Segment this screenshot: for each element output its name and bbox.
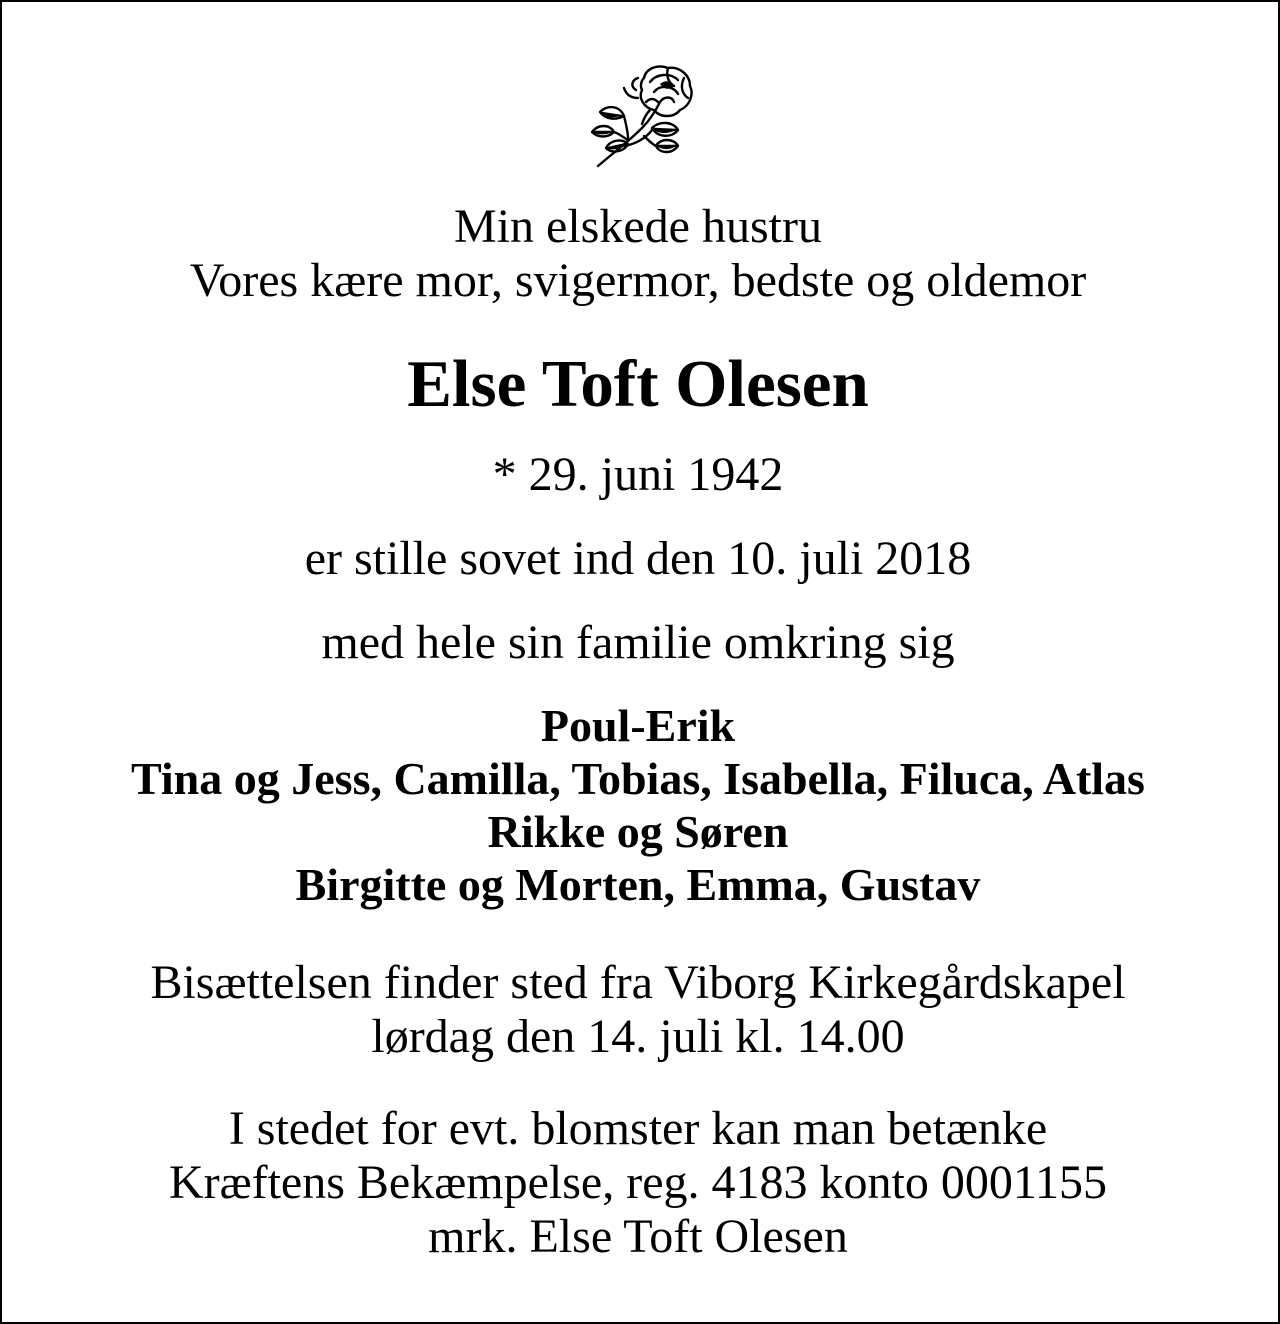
intro-line-1: Min elskede hustru (454, 200, 822, 253)
funeral-info (0, 956, 1276, 1064)
relative-line: Birgitte og Morten, Emma, Gustav (295, 859, 981, 910)
relative-line: Rikke og Søren (487, 806, 789, 857)
relative-line: Poul-Erik (540, 700, 736, 751)
funeral-line-2: lørdag den 14. juli kl. 14.00 (371, 1010, 905, 1063)
death-date: er stille sovet ind den 10. juli 2018 (304, 532, 972, 585)
rose-icon (580, 58, 700, 170)
intro-text (0, 200, 1276, 308)
relative-line: Tina og Jess, Camilla, Tobias, Isabella, Filuca, Atlas (131, 753, 1145, 804)
intro-line-2: Vores kære mor, svigermor, bedste og oldemor (189, 254, 1087, 307)
donation-info (0, 1102, 1276, 1264)
family-note: med hele sin familie omkring sig (321, 616, 955, 669)
deceased-name: Else Toft Olesen (407, 347, 869, 421)
donation-line-2: Kræftens Bekæmpelse, reg. 4183 konto 0001155 (168, 1156, 1108, 1209)
birth-date: * 29. juni 1942 (492, 448, 784, 501)
donation-line-3: mrk. Else Toft Olesen (428, 1210, 848, 1263)
funeral-line-1: Bisættelsen finder sted fra Viborg Kirkegårdskapel (150, 956, 1126, 1009)
donation-line-1: I stedet for evt. blomster kan man betænke (228, 1102, 1048, 1155)
relatives-list (0, 699, 1276, 911)
